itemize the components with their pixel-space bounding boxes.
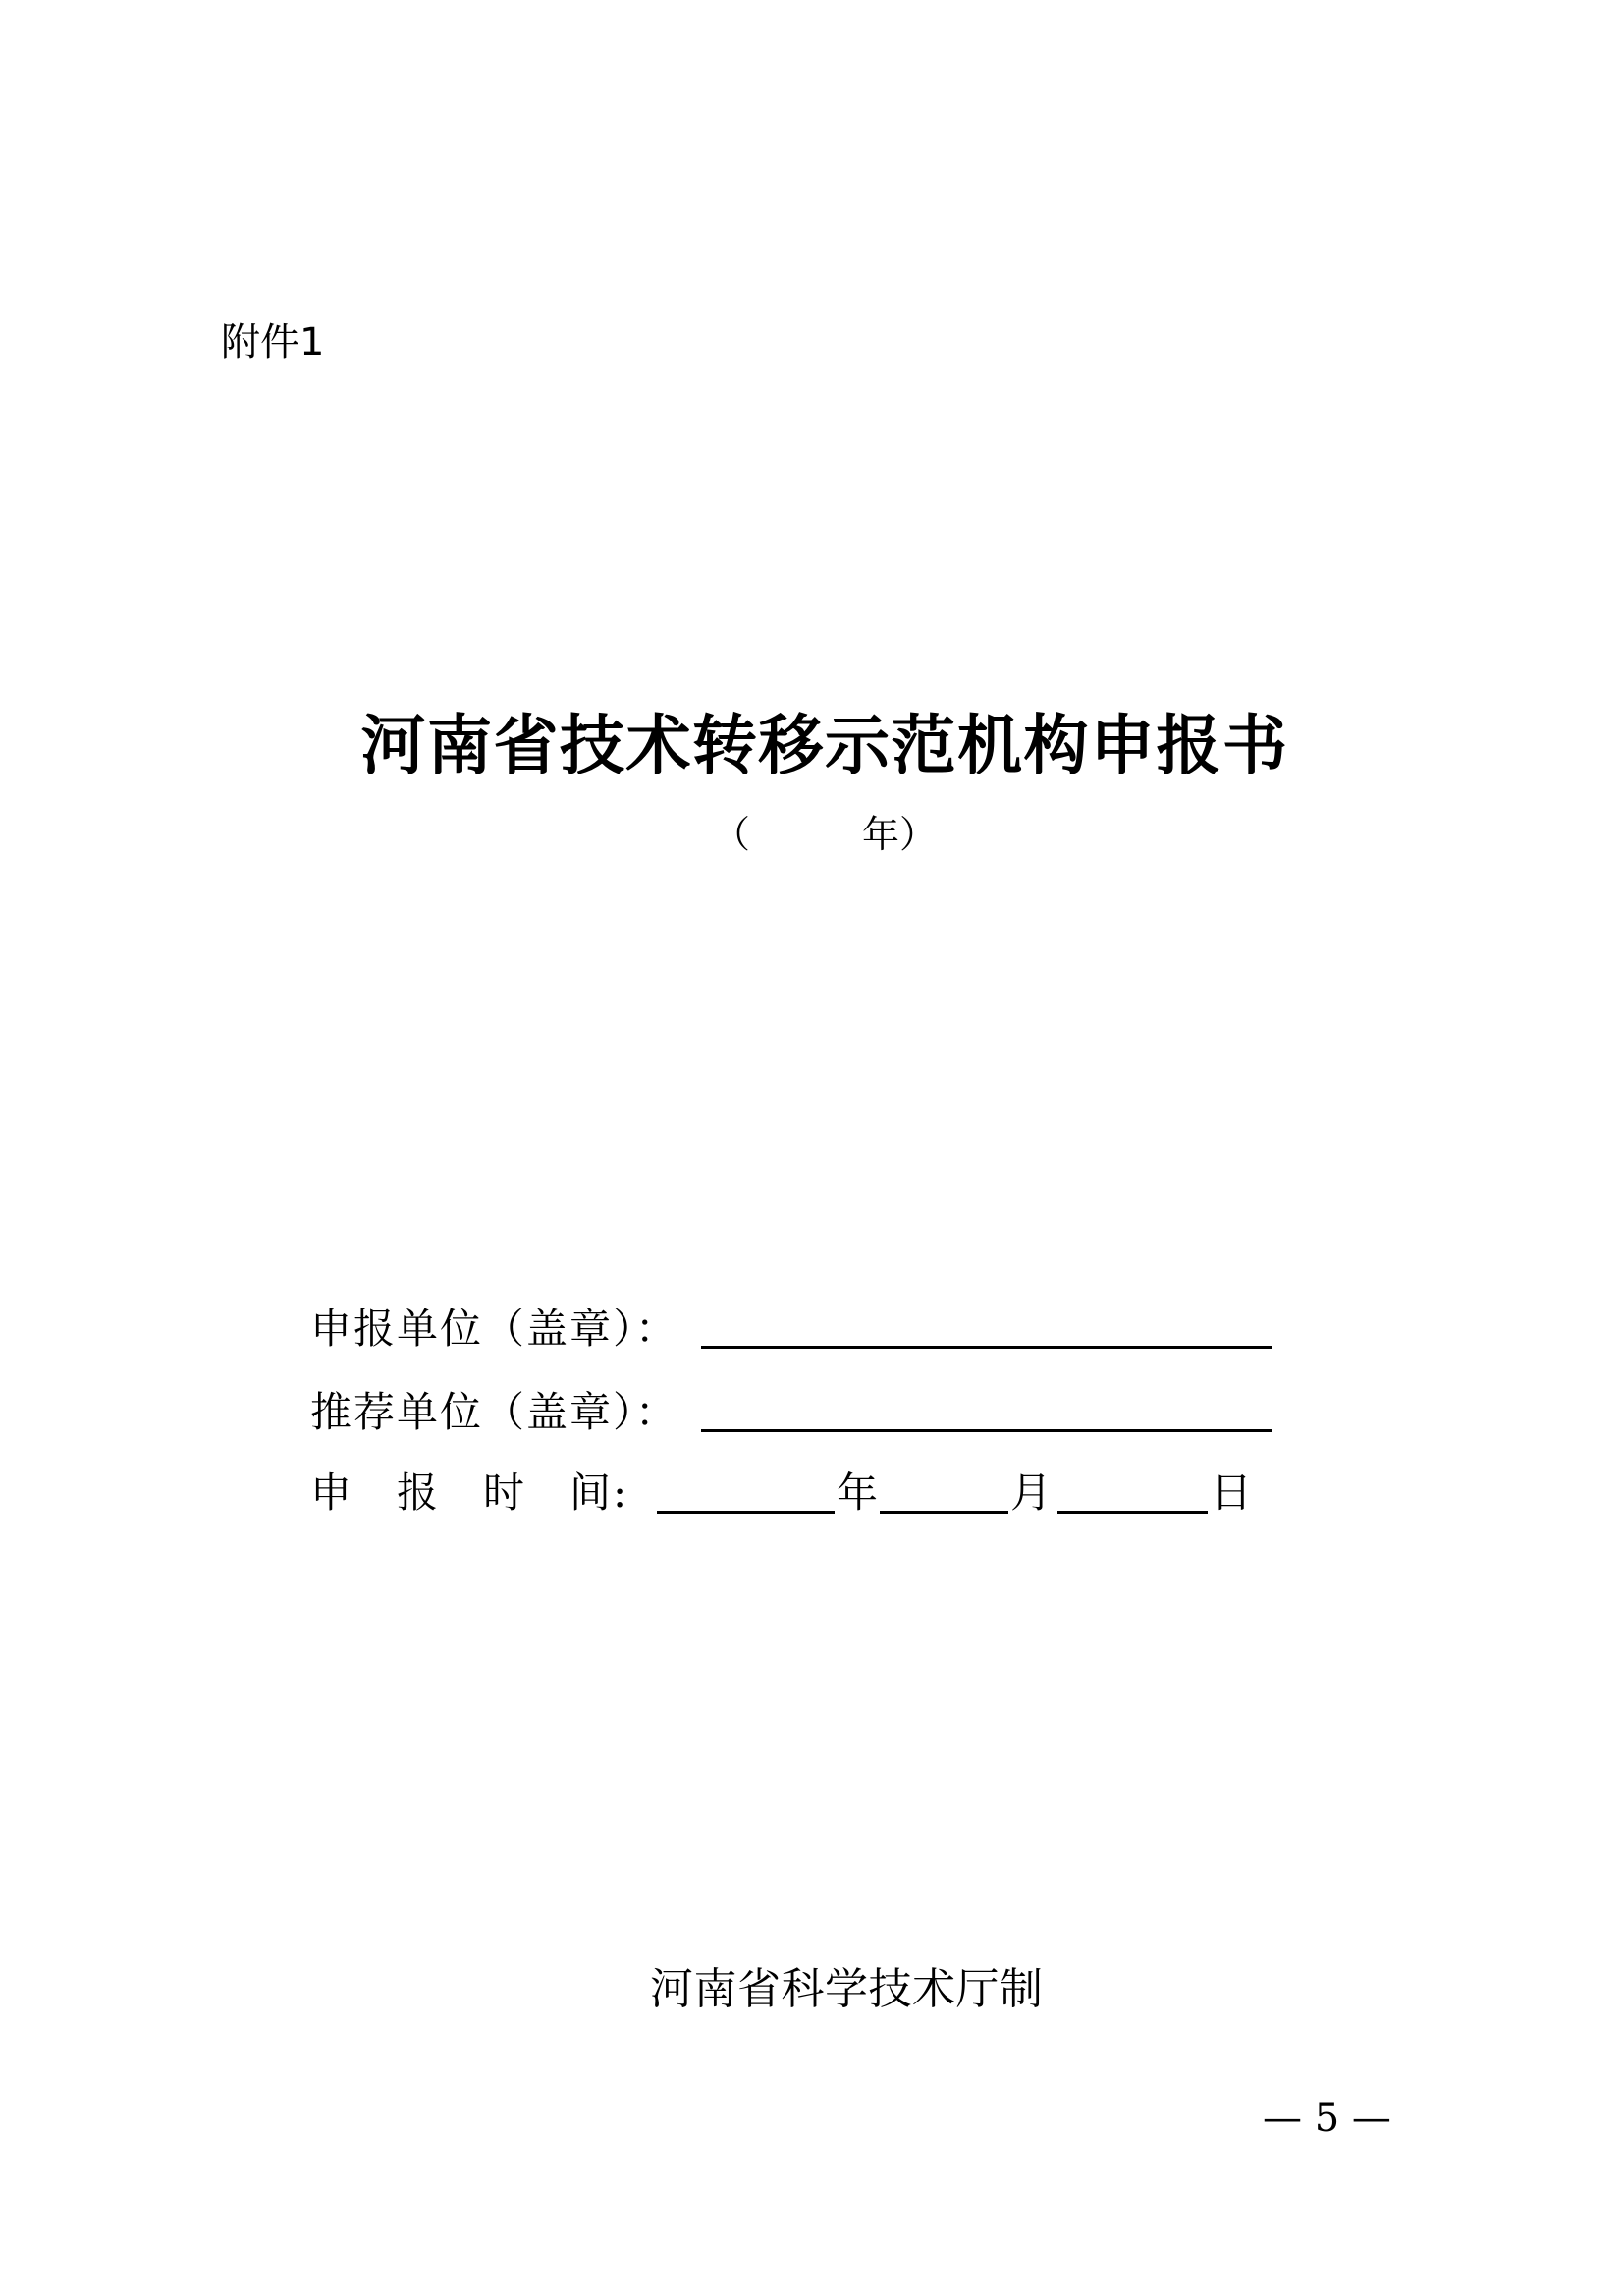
document-title: 河南省技术转移示范机构申报书 — [360, 707, 1289, 783]
recommender-label: 推荐单位（盖章）： — [310, 1388, 679, 1436]
applicant-blank-line — [701, 1346, 1272, 1349]
date-day-blank-line — [1057, 1511, 1208, 1514]
date-year-unit: 年 — [837, 1468, 879, 1517]
date-day-unit: 日 — [1211, 1468, 1253, 1517]
recommender-blank-line — [701, 1429, 1272, 1432]
date-month-unit: 月 — [1010, 1468, 1053, 1517]
issuer-line: 河南省科学技术厅制 — [650, 1964, 1044, 2014]
date-year-blank-line — [657, 1511, 835, 1514]
date-month-blank-line — [880, 1511, 1008, 1514]
date-label: 申 报 时 间: — [310, 1468, 629, 1517]
page-number: — 5 — — [1263, 2096, 1391, 2141]
attachment-label: 附件1 — [221, 320, 325, 365]
applicant-label: 申报单位（盖章）： — [310, 1305, 679, 1353]
year-line: （ 年） — [712, 813, 937, 856]
